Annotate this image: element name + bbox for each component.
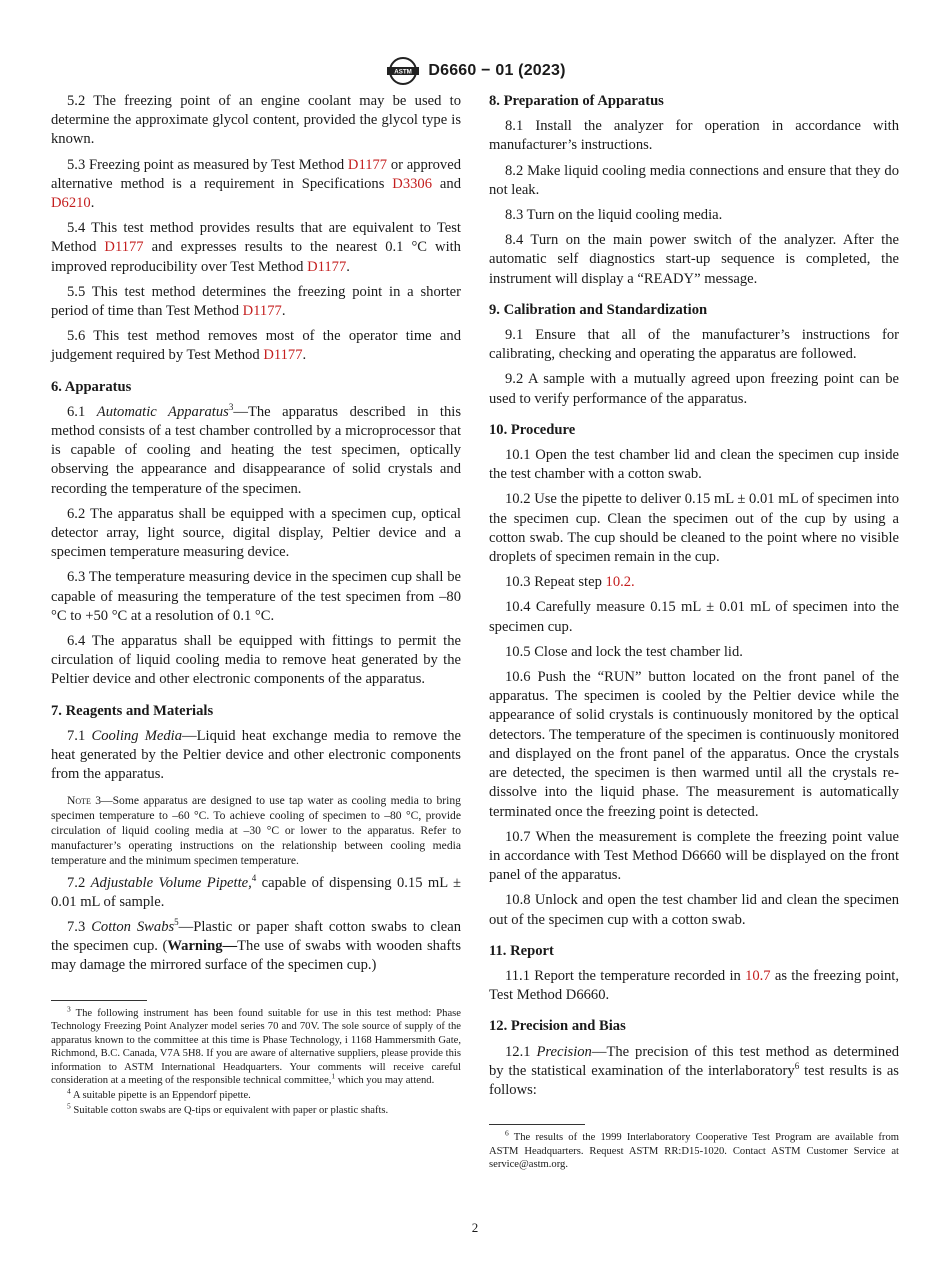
link-10-7[interactable]: 10.7	[745, 967, 771, 984]
section-11-1: 11.1 Report the temperature recorded in 10.7 as the freezing point, Test Method D6660.	[489, 967, 899, 1004]
left-column	[51, 92, 461, 1118]
note-3: Note 3—Some apparatus are designed to use tap water as cooling media to bring specimen temperature to –60 °C. To achieve cooling of specimen to –80 °C, provide circulation of liquid cooling media at –30 °C or lower to the apparatus. Refer to manufacturer’s operating instructions on the relationship between cooling media temperature and the minimum specimen temperature.	[51, 793, 461, 867]
footnote-divider	[489, 1124, 585, 1125]
section-7-3: 7.3 Cotton Swabs$^5$—Plastic or paper shaft cotton swabs to clean the specimen cup. (Warning—The use of swabs with wooden shafts may damage the mirrored surface of the specimen cup.)	[51, 917, 462, 974]
section-6-2: 6.2 The apparatus shall be equipped with a specimen cup, optical detector array, light source, digital display, Peltier device and a specimen temperature measuring device.	[51, 505, 461, 561]
link-10-2[interactable]: 10.2.	[605, 574, 635, 591]
link-d1177[interactable]: D1177	[307, 258, 347, 275]
heading-9: 9. Calibration and Standardization	[489, 301, 708, 318]
footnote-3: $^3$ The following instrument has been found suitable for use in this test method: Phase Technology Freezing Point Analyzer model series 70 and 70V. The sole source of supply of the apparatus known to the committee at this time is Phase Technology, i 1168 Hammersmith Gate, Richmond, B.C. Canada, V7A 5H8. If you are aware of alternative suppliers, please provide this information to ASTM International Headquarters. Your comments will receive careful consideration at a meeting of the responsible technical committee,$^1$ which you may attend.	[51, 1003, 461, 1087]
section-10-6: 10.6 Push the “RUN” button located on the front panel of the apparatus. The specimen is cooled by the Peltier device while the appearance of solid crystals is continuously monitored by the optical detectors. The temperature of the specimen is continuously monitored and displayed on the front panel of the apparatus. Once the crystals are detected, the specimen is then warmed until all the crystals re-dissolve into the liquid phase. The measurement is automatically terminated once the freezing point is detected.	[489, 669, 899, 820]
section-5-2: 5.2 The freezing point of an engine coolant may be used to determine the approximate glycol content, provided the glycol type is known.	[51, 93, 461, 148]
heading-8: 8. Preparation of Apparatus	[489, 93, 664, 109]
section-10-2: 10.2 Use the pipette to deliver 0.15 mL ± 0.01 mL of specimen into the specimen cup. Clean the specimen out of the cup by using a cotton swab. The cup should be cleaned to the point where no visible droplets of specimen remain in the cup.	[489, 491, 899, 566]
section-12-1: 12.1 Precision—The precision of this test method as determined by the statistical examination of the interlaboratory$^6$ test results is as follows:	[489, 1043, 900, 1098]
section-10-3: 10.3 Repeat step 10.2.	[505, 574, 635, 591]
section-6-1: 6.1 Automatic Apparatus$^3$—The apparatus described in this method consists of a test chamber controlled by a microprocessor that is capable of cooling and heating the test specimen, optically observing the appearance and disappearance of solid crystals and recording the temperature of the specimen.	[51, 401, 462, 497]
footnote-ref-5[interactable]: 5	[174, 917, 179, 928]
section-10-1: 10.1 Open the test chamber lid and clean the specimen cup inside the test chamber with a cotton swab.	[489, 447, 899, 483]
footnote-4: $^4$ A suitable pipette is an Eppendorf pipette.	[67, 1086, 251, 1102]
heading-11: 11. Report	[489, 942, 554, 959]
footnote-ref-4[interactable]: 4	[251, 872, 257, 883]
section-5-3: 5.3 Freezing point as measured by Test Method D1177 or approved alternative method is a requirement in Specifications D3306 and D6210.	[51, 156, 461, 212]
section-5-6: 5.6 This test method removes most of the operator time and judgement required by Test Method D1177.	[51, 328, 461, 364]
section-10-5: 10.5 Close and lock the test chamber lid.	[505, 643, 743, 660]
svg-text:ASTM: ASTM	[394, 68, 413, 76]
section-8-2: 8.2 Make liquid cooling media connections and ensure that they do not leak.	[489, 162, 899, 198]
section-7-1: 7.1 Cooling Media—Liquid heat exchange media to remove the heat generated by the Peltier device and other electronic components from the apparatus.	[51, 727, 461, 783]
right-column	[489, 92, 899, 1173]
footnote-ref-6[interactable]: 6	[794, 1060, 800, 1071]
link-d3306[interactable]: D3306	[392, 175, 433, 192]
section-10-8: 10.8 Unlock and open the test chamber lid and clean the specimen out of the specimen cup with a cotton swab.	[489, 892, 899, 928]
section-5-5: 5.5 This test method determines the freezing point in a shorter period of time than Test Method D1177.	[51, 283, 461, 320]
section-8-1: 8.1 Install the analyzer for operation in accordance with manufacturer’s instructions.	[489, 118, 899, 154]
page-header	[0, 56, 950, 91]
section-8-4: 8.4 Turn on the main power switch of the analyzer. After the automatic self diagnostics start-up sequence is completed, the instrument will display a “READY” message.	[489, 232, 899, 287]
link-d1177[interactable]: D1177	[104, 239, 144, 256]
astm-logo-icon	[384, 56, 422, 86]
section-10-7: 10.7 When the measurement is complete the freezing point value in accordance with Test Method D6660 will be displayed on the front panel of the apparatus.	[489, 828, 899, 884]
section-9-2: 9.2 A sample with a mutually agreed upon freezing point can be used to verify performance of the apparatus.	[489, 371, 899, 407]
link-d6210[interactable]: D6210	[51, 195, 91, 212]
footnote-5: $^5$ Suitable cotton swabs are Q-tips or equivalent with paper or plastic shafts.	[67, 1101, 389, 1116]
section-6-3: 6.3 The temperature measuring device in the specimen cup shall be capable of measuring the temperature of the test specimen from –80 °C to +50 °C at a resolution of 0.1 °C.	[51, 569, 461, 624]
footnote-divider	[51, 1000, 147, 1001]
heading-12: 12. Precision and Bias	[489, 1018, 626, 1035]
section-8-3: 8.3 Turn on the liquid cooling media.	[505, 207, 723, 224]
heading-10: 10. Procedure	[489, 421, 576, 438]
section-7-2: 7.2 Adjustable Volume Pipette,$^4$ capable of dispensing 0.15 mL ± 0.01 mL of sample.	[51, 872, 462, 910]
link-d1177[interactable]: D1177	[242, 303, 282, 320]
heading-7: 7. Reagents and Materials	[51, 702, 214, 719]
section-9-1: 9.1 Ensure that all of the manufacturer’s instructions for calibrating, checking and operating the apparatus are followed.	[489, 327, 899, 363]
section-5-4: 5.4 This test method provides results that are equivalent to Test Method D1177 and expresses results to the nearest 0.1 °C with improved reproducibility over Test Method D1177.	[51, 220, 461, 275]
heading-6: 6. Apparatus	[51, 378, 132, 395]
link-d1177[interactable]: D1177	[263, 347, 303, 364]
footnote-6: $^6$ The results of the 1999 Interlaboratory Cooperative Test Program are available from ASTM Headquarters. Request ASTM RR:D15-1020. Contact ASTM Customer Service at service@astm.org.	[489, 1128, 899, 1171]
document-id: D6660 − 01 (2023)	[428, 62, 566, 79]
section-6-4: 6.4 The apparatus shall be equipped with fittings to permit the circulation of liquid cooling media to remove heat generated by the Peltier device and other electronic components of the apparatus.	[51, 633, 461, 688]
link-d1177[interactable]: D1177	[347, 156, 388, 173]
section-10-4: 10.4 Carefully measure 0.15 mL ± 0.01 mL of specimen into the specimen cup.	[489, 599, 899, 635]
footnote-ref-3[interactable]: 3	[228, 401, 234, 412]
page-number: 2	[471, 1220, 479, 1235]
